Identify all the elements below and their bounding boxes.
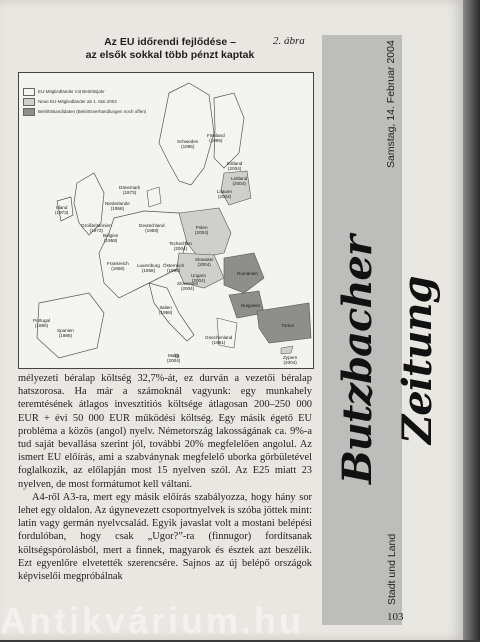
- country-label: Luxemburg (1958): [137, 263, 160, 273]
- book-edge: [463, 0, 480, 640]
- figure-title: [40, 36, 300, 62]
- map-legend: [23, 87, 146, 117]
- legend-swatch: [23, 98, 35, 106]
- eu-map: [18, 72, 314, 369]
- paragraph: mélyezeti béralap költség 32,7%-át, ez durván a vezetői béralap hatszorosa. Ha már a számoknál vagyunk: egy munkahely teremtésének átlagos invesztitiós költsége átlagosan 200–250 000 EUR + évi 50 000 EUR működési költség. Egy másik égető EU probléma a közös (angol) nyelv. Németország lakosságának ca. 9%-a tud saját bevallása szerint jól, további 20% megfelelően angolul. Az ismert EU előírás, ami a szabványnak megfelelő uborka görbületével foglalkozik, az előlapján most 15 nyelven szól. Az E25 miatt 23 nyelven, de most formátumot kell váltani.: [18, 373, 312, 490]
- country-label: Belgien (1958): [103, 233, 119, 243]
- article-body: [18, 372, 312, 583]
- europe-map-drawing: [19, 73, 313, 368]
- country-label: Bulgarien: [241, 303, 261, 308]
- country-label: Großbritannien (1973): [81, 223, 112, 233]
- newspaper-logo: Butzbacher Zeitung: [334, 236, 441, 484]
- legend-text: Beitrittskandidaten (Beitrittsverhandlungen noch offen): [38, 109, 147, 114]
- country-label: Frankreich (1958): [107, 261, 129, 271]
- country-label: Niederlande (1958): [105, 201, 130, 211]
- country-label: Slowenien (2004): [177, 281, 199, 291]
- country-label: Italien (1958): [159, 305, 173, 315]
- country-label: Deutschland (1958): [139, 223, 165, 233]
- country-label: Zypern (2004): [283, 355, 298, 365]
- country-label: Irland (1973): [55, 205, 69, 215]
- country-label: Dänemark (1973): [119, 185, 141, 195]
- country-label: Rumänien: [237, 271, 258, 276]
- legend-text: EU-Mitgliedländer mit Beitrittsjahr: [38, 89, 105, 94]
- legend-item: [23, 97, 146, 106]
- country-label: Portugal (1986): [33, 318, 51, 328]
- country-label: Estland (2004): [227, 161, 243, 171]
- country-label: Slowakei (2004): [195, 257, 214, 267]
- paragraph: A4-ről A3-ra, mert egy másik előírás szabályozza, hogy hány sor lehet egy oldalon. Az úgynevezett csoportnyelvek is szóba jöttek mint: latin vagy germán nyelvcsalád. Egyik javaslat volt a mostani belépési fordulóban, hogy csak „Ugor?”-ra (finnugor) fordítsanak költségspórolásból, mert a finnek, magyarok és észtek azt beszélik. Ezt egyenlőre elvetették szerencsére. Sajnos az új belépő országok képviselői megpróbálnak: [18, 491, 312, 583]
- newspaper-date: Samstag, 14. Februar 2004: [385, 40, 397, 168]
- newspaper-section: Stadt und Land: [386, 533, 398, 605]
- country-label: Malta (2004): [167, 353, 181, 363]
- country-label: Ungarn (2004): [191, 273, 207, 283]
- figure-label: 2. ábra: [273, 35, 305, 47]
- legend-item: [23, 87, 146, 96]
- legend-item: [23, 107, 146, 116]
- legend-swatch: [23, 108, 35, 116]
- country-label: Litauen (2004): [217, 189, 233, 199]
- country-label: Lettland (2004): [231, 176, 248, 186]
- country-label: Türkei: [281, 323, 294, 328]
- country-label: Schweden (1995): [177, 139, 199, 149]
- legend-text: Neue EU-Mitgliedländer ab 1. Mai 2004: [38, 99, 117, 104]
- country-label: Polen (2004): [195, 225, 209, 235]
- figure-title-line-2: az elsők sokkal több pénzt kaptak: [85, 49, 255, 61]
- country-label: Österreich (1995): [163, 263, 185, 273]
- country-label: Griechenland (1981): [205, 335, 233, 345]
- country-label: Spanien (1986): [57, 328, 74, 338]
- figure-title-line-1: Az EU időrendi fejlődése –: [104, 36, 236, 48]
- page-number: 103: [387, 611, 404, 623]
- watermark: Antikvárium.hu: [0, 600, 305, 641]
- country-label: Finnland (1995): [207, 133, 225, 143]
- legend-swatch: [23, 88, 35, 96]
- country-label: Tschechien (2004): [169, 241, 192, 251]
